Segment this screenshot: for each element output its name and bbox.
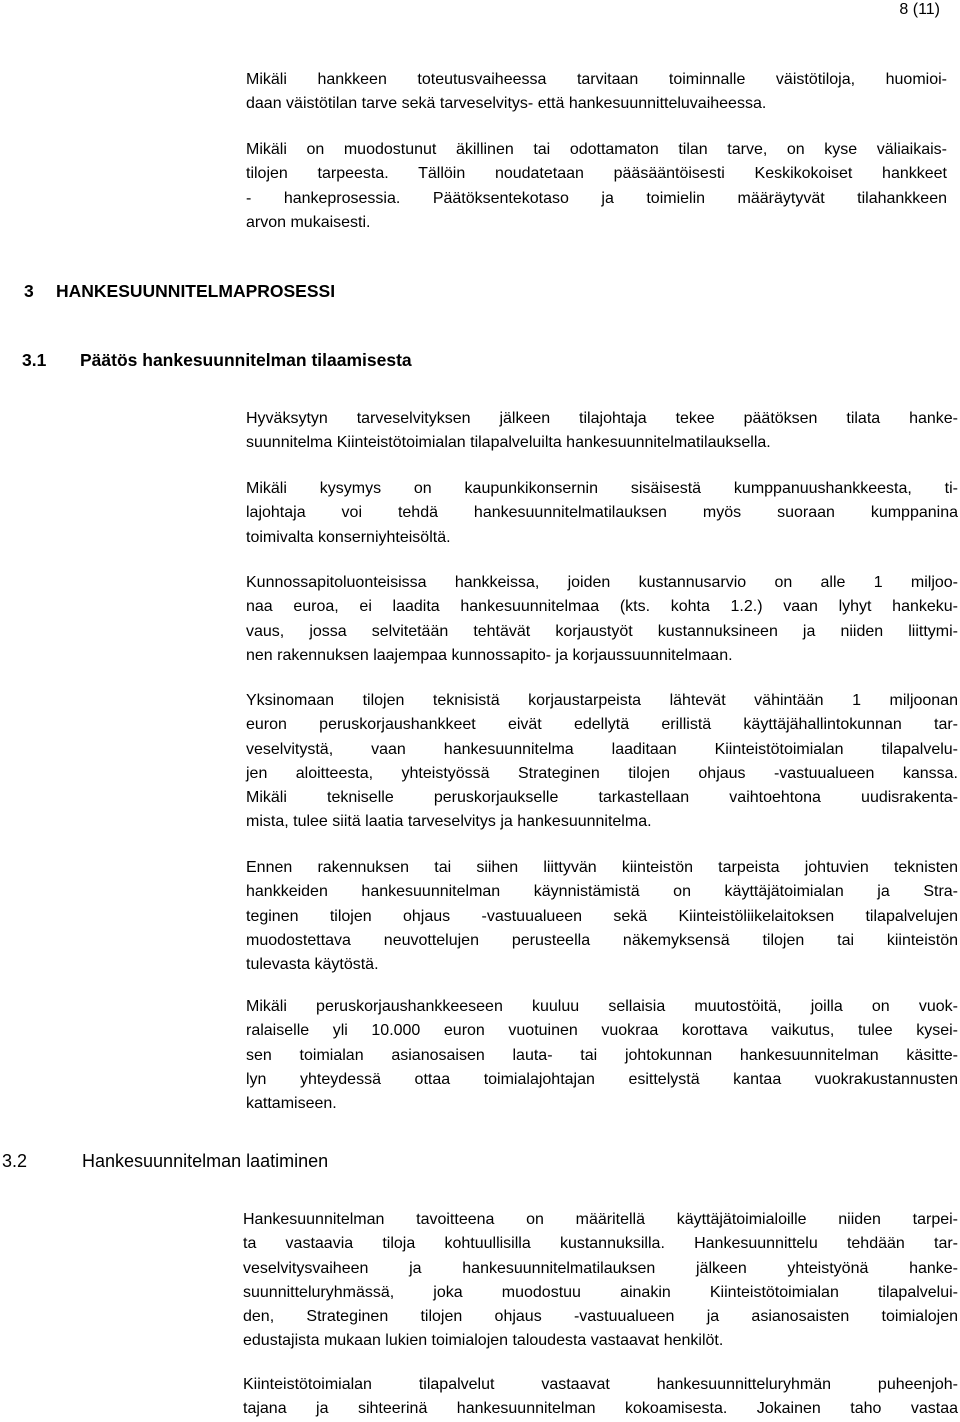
text-line: Hyväksytyn tarveselvityksen jälkeen tilajohtaja tekee päätöksen tilata hanke- <box>246 410 958 427</box>
text-line: den, Strateginen tilojen ohjaus -vastuualueen ja asianosaisten toimialojen <box>243 1308 958 1326</box>
section-number: 3.1 <box>22 350 47 370</box>
text-line: Mikäli peruskorjaushankkeeseen kuuluu sellaisia muutostöitä, joilla on vuok- <box>246 998 958 1015</box>
text-line: muodostettava neuvottelujen perusteella näkemyksensä tilojen tai kiinteistön <box>246 931 958 949</box>
text-line: Kunnossapitoluonteisissa hankkeissa, joiden kustannusarvio on alle 1 miljoo- <box>246 574 958 591</box>
text-line: edustajista mukaan lukien toimialojen taloudesta vastaavat henkilöt. <box>243 1332 724 1350</box>
text-line: ralaiselle yli 10.000 euron vuotuinen vuokraa korottava vaikutus, tulee kysei- <box>246 1022 958 1040</box>
text-line: Hankesuunnitelman tavoitteena on määritellä käyttäjätoimialoille niiden tarpei- <box>243 1211 958 1228</box>
text-line: tilojen tarpeesta. Tällöin noudatetaan pääsääntöisesti Keskikokoiset hankkeet <box>246 165 947 183</box>
text-line: Mikäli tekniselle peruskorjaukselle tarkastellaan vaihtoehtona uudisrakenta- <box>246 789 958 807</box>
text-line: hankkeiden hankesuunnitelman käynnistämistä on käyttäjätoimialan ja Stra- <box>246 883 958 901</box>
text-line: sen toimialan asianosaisen lauta- tai johtokunnan hankesuunnitelman käsitte- <box>246 1046 958 1064</box>
section-heading-3-2 <box>2 1150 328 1172</box>
text-line: suunnitelma Kiinteistötoimialan tilapalveluilta hankesuunnitelmatilauksella. <box>246 434 771 452</box>
section-3-2-paragraph-2 <box>243 1373 958 1422</box>
text-line: arvon mukaisesti. <box>246 213 371 231</box>
section-title: Päätös hankesuunnitelman tilaamisesta <box>80 350 412 370</box>
section-title: HANKESUUNNITELMAPROSESSI <box>56 281 336 301</box>
text-line: lyn yhteydessä ottaa toimialajohtajan esittelystä kantaa vuokrakustannusten <box>246 1070 958 1088</box>
section-3-1-paragraph-4 <box>246 689 958 835</box>
text-line: tulevasta käytöstä. <box>246 956 379 974</box>
section-number: 3 <box>24 281 34 301</box>
text-line: naa euroa, ei laadita hankesuunnitelmaa (kts. kohta 1.2.) vaan lyhyt hankeku- <box>246 598 958 616</box>
section-title: Hankesuunnitelman laatiminen <box>82 1151 329 1171</box>
text-line: - hankeprosessia. Päätöksentekotaso ja toimielin määräytyvät tilahankkeen <box>246 189 947 207</box>
text-line: lajohtaja voi tehdä hankesuunnitelmatilauksen myös suoraan kumppanina <box>246 504 958 522</box>
section-3-1-paragraph-1 <box>246 407 958 456</box>
text-line: veselvitysvaiheen ja hankesuunnitelmatilauksen jälkeen yhteistyönä hanke- <box>243 1259 958 1277</box>
text-line: toimivalta konserniyhteisöltä. <box>246 528 451 546</box>
intro-paragraph-1 <box>246 68 947 117</box>
section-3-1-paragraph-5 <box>246 856 958 977</box>
text-line: daan väistötilan tarve sekä tarveselvitys- että hankesuunnitteluvaiheessa. <box>246 95 767 113</box>
text-line: euron peruskorjaushankkeet eivät edellytä erillistä käyttäjähallintokunnan tar- <box>246 716 958 734</box>
section-3-1-paragraph-2 <box>246 477 958 550</box>
text-line: Ennen rakennuksen tai siihen liittyvän kiinteistön tarpeista johtuvien teknisten <box>246 859 958 876</box>
section-heading-3-1 <box>22 349 412 371</box>
text-line: Yksinomaan tilojen teknisistä korjaustarpeista lähtevät vähintään 1 miljoonan <box>246 692 958 709</box>
text-line: ta vastaavia tiloja kohtuullisilla kustannuksilla. Hankesuunnittelu tehdään tar- <box>243 1235 958 1253</box>
section-heading-3 <box>24 280 335 302</box>
intro-paragraph-2 <box>246 138 947 235</box>
section-3-1-paragraph-3 <box>246 571 958 668</box>
text-line: Mikäli hankkeen toteutusvaiheessa tarvitaan toiminnalle väistötiloja, huomioi- <box>246 71 947 88</box>
text-line: vaus, jossa selvitetään tehtävät korjaustyöt kustannuksineen ja niiden liittymi- <box>246 622 958 640</box>
text-line: kattamiseen. <box>246 1095 337 1113</box>
section-3-2-paragraph-1 <box>243 1208 958 1354</box>
section-number: 3.2 <box>2 1151 28 1171</box>
text-line: teginen tilojen ohjaus -vastuualueen sekä Kiinteistöliikelaitoksen tilapalvelujen <box>246 907 958 925</box>
page-number: 8 (11) <box>899 1 940 18</box>
text-line: nen rakennuksen laajempaa kunnossapito- ja korjaussuunnitelmaan. <box>246 646 733 664</box>
text-line: mista, tulee siitä laatia tarveselvitys ja hankesuunnitelma. <box>246 813 652 831</box>
text-line: jen aloitteesta, yhteistyössä Strateginen tilojen ohjaus -vastuualueen kanssa. <box>246 764 958 782</box>
text-line: tajana ja sihteerinä hankesuunnitelman kokoamisesta. Jokainen taho vastaa <box>243 1400 958 1418</box>
section-3-1-paragraph-6 <box>246 995 958 1116</box>
text-line: veselvitystä, vaan hankesuunnitelma laaditaan Kiinteistötoimialan tilapalvelu- <box>246 740 958 758</box>
text-line: suunnitteluryhmässä, joka muodostuu ainakin Kiinteistötoimialan tilapalvelui- <box>243 1283 958 1301</box>
text-line: Kiinteistötoimialan tilapalvelut vastaavat hankesuunnitteluryhmän puheenjoh- <box>243 1376 958 1393</box>
text-line: Mikäli on muodostunut äkillinen tai odottamaton tilan tarve, on kyse väliaikais- <box>246 141 947 158</box>
text-line: Mikäli kysymys on kaupunkikonsernin sisäisestä kumppanuushankkeesta, ti- <box>246 480 958 497</box>
